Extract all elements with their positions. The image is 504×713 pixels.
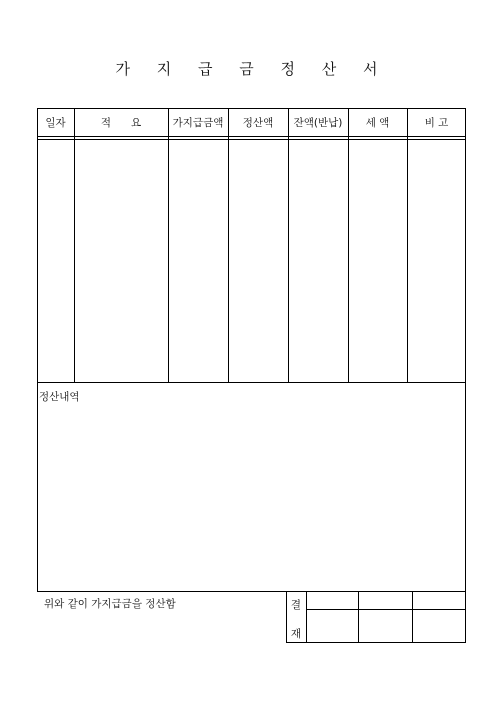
approval-divider-2 xyxy=(412,592,413,643)
col-divider-3 xyxy=(228,108,229,383)
approval-divider-label xyxy=(306,592,307,643)
col-header-balance: 잔액(반납) xyxy=(293,117,343,129)
col-divider-6 xyxy=(407,108,408,383)
settlement-details-label: 정산내역 xyxy=(39,391,80,403)
col-header-remarks: 비 고 xyxy=(424,117,449,129)
col-header-advance: 가지급금액 xyxy=(172,117,224,129)
col-divider-5 xyxy=(348,108,349,383)
approval-row-rule xyxy=(306,609,466,610)
col-header-date: 일자 xyxy=(45,117,66,129)
document-title: 가 지 급 금 정 산 서 xyxy=(115,60,389,78)
col-divider-2 xyxy=(168,108,169,383)
approval-divider-1 xyxy=(358,592,359,643)
item-table-bottom xyxy=(37,382,466,383)
header-rule-1 xyxy=(37,136,466,137)
col-header-summary: 적 요 xyxy=(100,117,142,129)
settlement-statement: 위와 같이 가지급금을 정산함 xyxy=(44,598,176,610)
approval-box xyxy=(286,592,466,643)
col-divider-1 xyxy=(74,108,75,383)
header-rule-2 xyxy=(37,139,466,140)
col-divider-4 xyxy=(288,108,289,383)
table-frame xyxy=(37,108,466,592)
approval-char-1: 결 xyxy=(290,599,302,611)
approval-char-2: 재 xyxy=(290,628,302,640)
col-header-settled: 정산액 xyxy=(242,117,274,129)
col-header-tax: 세 액 xyxy=(365,117,390,129)
